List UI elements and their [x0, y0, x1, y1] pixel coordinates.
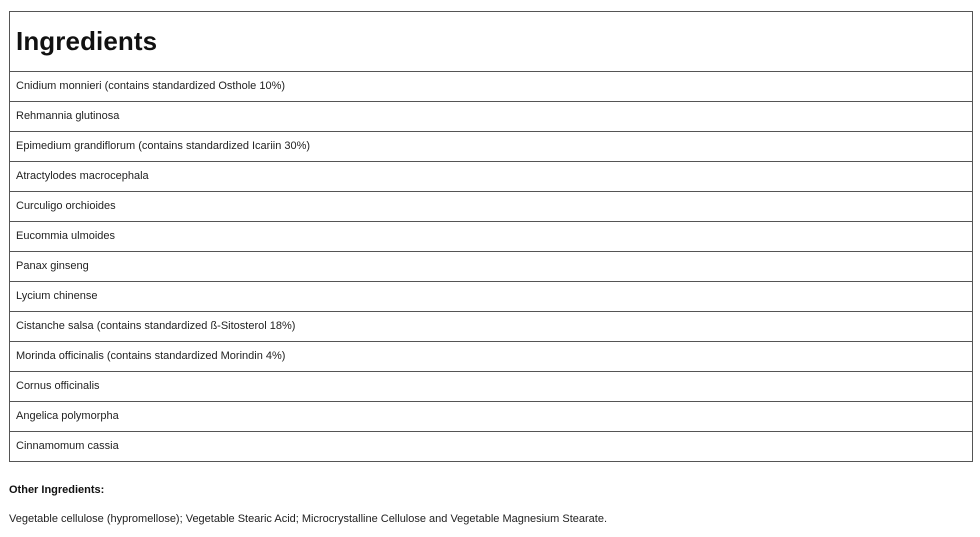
- table-row: [10, 192, 973, 222]
- ingredients-list: [10, 72, 973, 462]
- ingredient-cell: Angelica polymorpha: [10, 402, 973, 432]
- ingredients-title: Ingredients: [10, 12, 973, 72]
- ingredient-cell: Cornus officinalis: [10, 372, 973, 402]
- table-row: [10, 162, 973, 192]
- table-row: [10, 222, 973, 252]
- table-row: [10, 372, 973, 402]
- table-row: [10, 102, 973, 132]
- other-ingredients-text: Vegetable cellulose (hypromellose); Vegetable Stearic Acid; Microcrystalline Cellulose and Vegetable Magnesium Stearate.: [9, 513, 608, 525]
- ingredient-cell: Panax ginseng: [10, 252, 973, 282]
- ingredient-cell: Cistanche salsa (contains standardized ß-Sitosterol 18%): [10, 312, 973, 342]
- table-row: [10, 252, 973, 282]
- ingredients-table: [9, 11, 973, 462]
- ingredient-cell: Morinda officinalis (contains standardized Morindin 4%): [10, 342, 973, 372]
- table-row: [10, 402, 973, 432]
- ingredient-cell: Eucommia ulmoides: [10, 222, 973, 252]
- ingredient-cell: Cinnamomum cassia: [10, 432, 973, 462]
- table-row: [10, 342, 973, 372]
- table-row: [10, 312, 973, 342]
- table-row: [10, 282, 973, 312]
- ingredient-cell: Rehmannia glutinosa: [10, 102, 973, 132]
- table-row: [10, 432, 973, 462]
- ingredient-cell: Atractylodes macrocephala: [10, 162, 973, 192]
- other-ingredients-heading: Other Ingredients:: [9, 484, 105, 496]
- table-row: [10, 72, 973, 102]
- table-row: [10, 132, 973, 162]
- table-header-row: [10, 12, 973, 72]
- ingredient-cell: Lycium chinense: [10, 282, 973, 312]
- ingredient-cell: Curculigo orchioides: [10, 192, 973, 222]
- ingredient-cell: Cnidium monnieri (contains standardized Osthole 10%): [10, 72, 973, 102]
- ingredient-cell: Epimedium grandiflorum (contains standardized Icariin 30%): [10, 132, 973, 162]
